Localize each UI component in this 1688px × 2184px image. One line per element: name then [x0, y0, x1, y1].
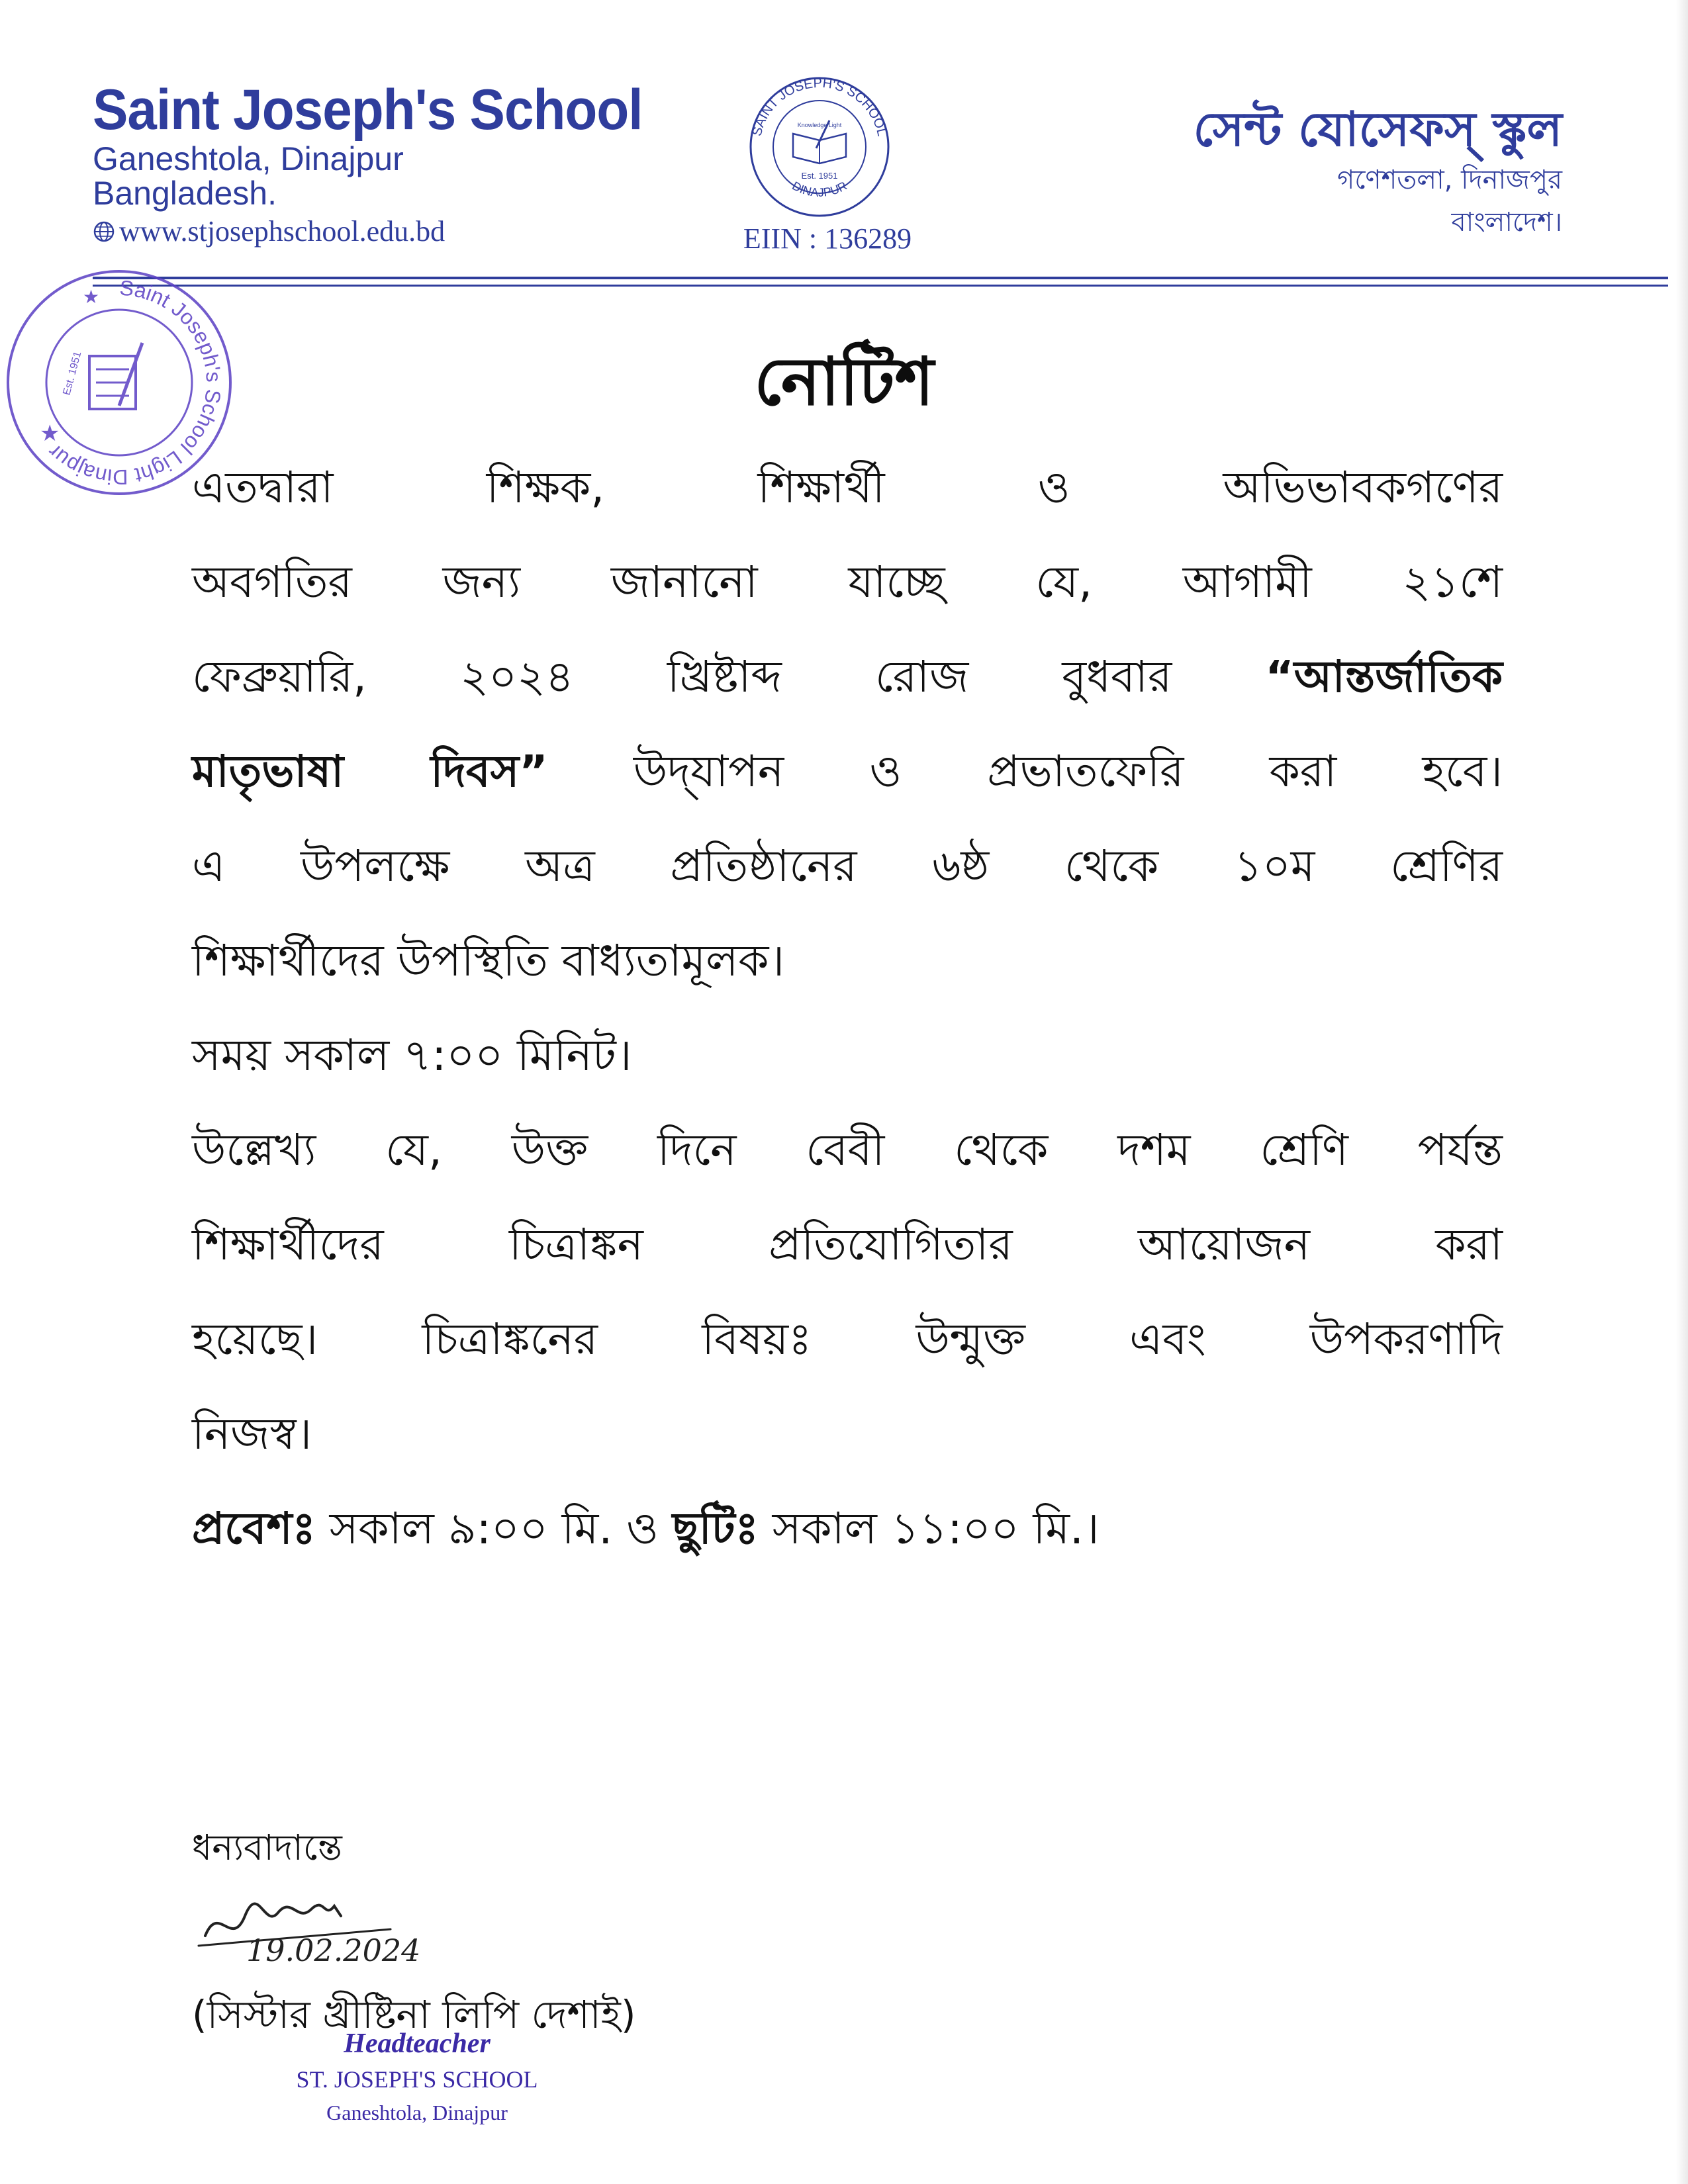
school-name-en: Saint Joseph's School — [93, 78, 643, 142]
header-rule-top — [93, 277, 1668, 279]
logo-established: Est. 1951 — [801, 171, 838, 181]
notice-line: সময় সকাল ৭:০০ মিনিট। — [192, 1030, 632, 1081]
entry-time: সকাল ৯:০০ মি. ও — [329, 1503, 659, 1554]
stamp-ring-text: Saint Joseph's School Light Dinajpur — [42, 275, 226, 490]
website-row — [93, 214, 688, 248]
notice-line: শিক্ষার্থীদের উপস্থিতি বাধ্যতামূলক। — [192, 935, 785, 986]
notice-body — [192, 440, 1503, 1576]
timing-line — [192, 1481, 1503, 1576]
notice-line-part: উদ্‌যাপন ও প্রভাতফেরি করা হবে। — [633, 746, 1503, 797]
notice-line: এ উপলক্ষে অত্র প্রতিষ্ঠানের ৬ষ্ঠ থেকে ১০ম শ্রেণির — [192, 841, 1503, 891]
notice-line: এতদ্বারা শিক্ষক, শিক্ষার্থী ও অভিভাবকগণের — [192, 462, 1503, 513]
seal-school: ST. JOSEPH'S SCHOOL — [296, 2066, 538, 2093]
entry-label: প্রবেশঃ — [192, 1503, 316, 1554]
globe-icon — [93, 220, 115, 243]
notice-line — [192, 629, 1503, 724]
notice-line: শিক্ষার্থীদের চিত্রাঙ্কন প্রতিযোগিতার আয়োজন করা — [192, 1219, 1503, 1270]
notice-line — [192, 724, 1503, 819]
stamp-star-icon: ★ — [83, 286, 100, 308]
notice-line: উল্লেখ্য যে, উক্ত দিনে বেবী থেকে দশম শ্রেণি পর্যন্ত — [192, 1124, 1503, 1175]
signature-date: 19.02.2024 — [246, 1933, 421, 1968]
notice-line: অবগতির জন্য জানানো যাচ্ছে যে, আগামী ২১শে — [192, 557, 1503, 608]
school-name-bn: সেন্ট যোসেফস্‌ স্কুল — [1193, 101, 1562, 157]
notice-title: নোটিশ — [754, 343, 934, 420]
logo-ring-bottom: DINAJPUR — [790, 179, 849, 200]
event-name-part1: “আন্তর্জাতিক — [1265, 651, 1503, 702]
eiin-number: EIIN : 136289 — [743, 222, 912, 255]
headteacher-seal — [258, 2025, 576, 2128]
notice-line-part: ফেব্রুয়ারি, ২০২৪ খ্রিষ্টাব্দ রোজ বুধবার — [192, 651, 1172, 702]
seal-place: Ganeshtola, Dinajpur — [326, 2101, 508, 2124]
event-name-part2: মাতৃভাষা দিবস” — [192, 746, 548, 797]
header-rule-bottom — [93, 285, 1668, 287]
header-left — [93, 78, 688, 248]
notice-line: হয়েছে। চিত্রাঙ্কনের বিষয়ঃ উন্মুক্ত এবং উপকরণাদি — [192, 1314, 1503, 1365]
leave-time: সকাল ১১:০০ মি.। — [772, 1503, 1100, 1554]
leave-label: ছুটিঃ — [672, 1503, 759, 1554]
logo-ring-top: SAINT JOSEPH'S SCHOOL — [749, 75, 890, 138]
logo-book-text: Knowledge Light — [797, 122, 842, 128]
address-line2-bn: বাংলাদেশ। — [1451, 207, 1562, 238]
notice-line: নিজস্ব। — [192, 1408, 312, 1459]
stamp-star-icon: ★ — [40, 420, 60, 447]
address-line2-en: Bangladesh. — [93, 175, 277, 212]
address-line1-en: Ganeshtola, Dinajpur — [93, 140, 404, 177]
signatory-name: (সিস্টার খ্রীষ্টিনা লিপি দেশাই) — [192, 1992, 636, 2037]
school-logo — [740, 74, 899, 220]
website-link[interactable]: www.stjosephschool.edu.bd — [119, 215, 445, 248]
address-line1-bn: গণেশতলা, দিনাজপুর — [1337, 165, 1562, 195]
stamp-established: Est. 1951 — [61, 350, 84, 397]
page-edge — [1676, 0, 1688, 2184]
seal-title: Headteacher — [344, 2028, 491, 2059]
closing-thanks: ধন্যবাদান্তে — [192, 1827, 342, 1868]
header-right — [966, 99, 1562, 244]
